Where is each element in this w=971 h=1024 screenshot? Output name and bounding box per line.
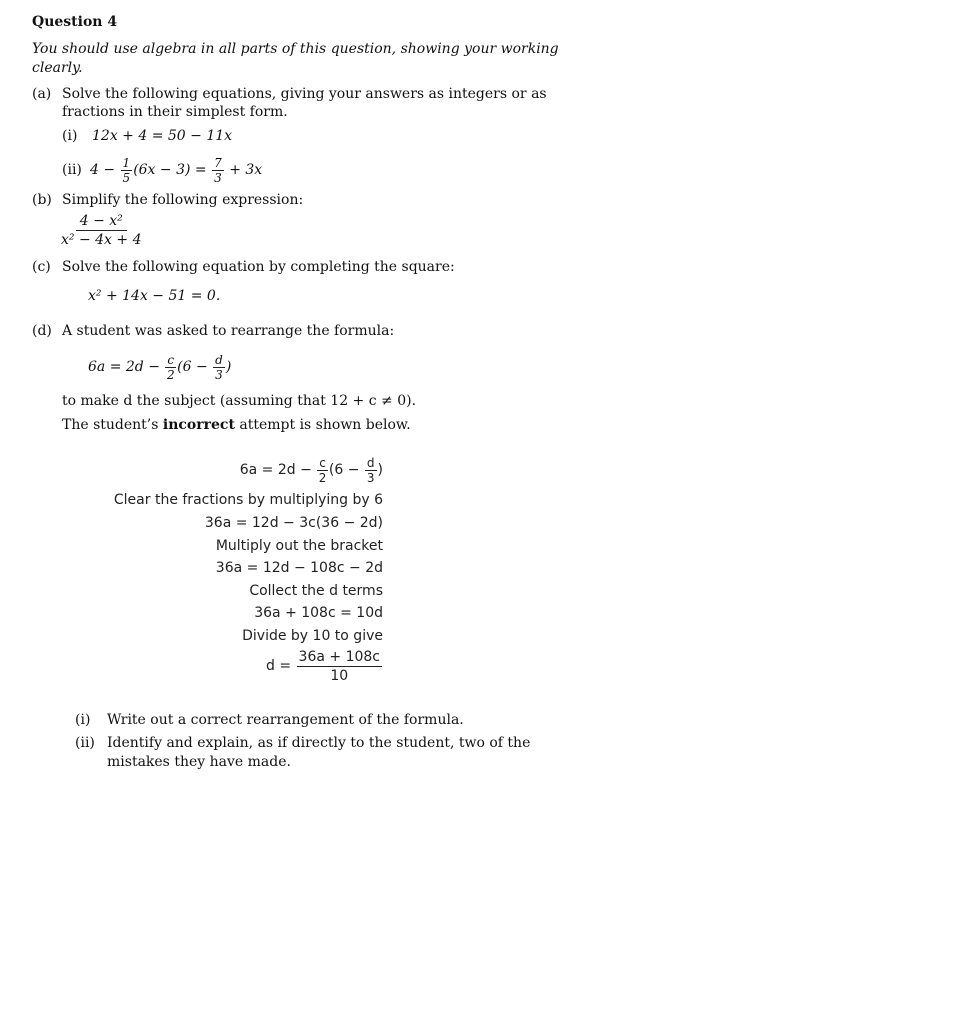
part-c-equation: x² + 14x − 51 = 0. xyxy=(88,288,221,304)
intro-line-1: You should use algebra in all parts of this question, showing your working xyxy=(32,41,559,57)
part-d-formula xyxy=(88,347,231,387)
numerator: 7 xyxy=(214,155,222,170)
eq-text: ) xyxy=(225,359,232,375)
working-line-6: Collect the d terms xyxy=(249,583,383,599)
part-d-label: (d) xyxy=(32,323,52,339)
fraction xyxy=(61,214,141,247)
denominator: 2 xyxy=(318,470,327,485)
working-line-8: Divide by 10 to give xyxy=(242,628,383,644)
numerator: 1 xyxy=(122,155,131,170)
part-d-subject-text: to make d the subject (assuming that 12 + c ≠ 0). xyxy=(62,393,417,409)
part-c-label: (c) xyxy=(32,259,51,275)
denominator: 3 xyxy=(214,170,222,185)
part-d-attempt-text xyxy=(62,416,411,434)
text: The student’s xyxy=(62,417,159,433)
part-d-text: A student was asked to rearrange the formula: xyxy=(62,323,395,339)
question-title: Question 4 xyxy=(32,14,118,30)
working-line-4: Multiply out the bracket xyxy=(215,538,383,554)
denominator: 2 xyxy=(166,367,175,382)
numerator: c xyxy=(319,455,326,470)
part-d-ii-text-1: Identify and explain, as if directly to the student, two of the xyxy=(107,735,531,751)
eq-text: 4 − xyxy=(90,162,116,178)
working-line-2: Clear the fractions by multiplying by 6 xyxy=(113,492,383,508)
numerator: c xyxy=(167,352,175,367)
eq-text: 6a = 2d − xyxy=(88,359,160,375)
working-line-3: 36a = 12d − 3c(36 − 2d) xyxy=(204,515,383,531)
eq-text: (6 − xyxy=(328,462,360,478)
emphasis: incorrect xyxy=(162,417,235,433)
part-d-ii-label: (ii) xyxy=(75,735,95,751)
intro-line-2: clearly. xyxy=(32,60,83,76)
part-b-expression xyxy=(60,214,142,247)
fraction xyxy=(213,353,225,382)
denominator: 3 xyxy=(215,367,223,382)
numerator: 4 − x² xyxy=(76,214,127,231)
part-d-ii-text-2: mistakes they have made. xyxy=(107,754,291,770)
fraction xyxy=(365,456,377,485)
denominator: x² − 4x + 4 xyxy=(61,232,142,248)
part-b-label: (b) xyxy=(32,192,52,208)
denominator: 5 xyxy=(122,170,131,185)
part-a-ii-label: (ii) xyxy=(62,162,82,178)
eq-text: ) xyxy=(377,462,383,478)
part-d-i-label: (i) xyxy=(75,712,91,728)
fraction xyxy=(317,456,328,485)
text: attempt is shown below. xyxy=(239,417,411,433)
eq-text: 6a = 2d − xyxy=(239,462,312,478)
numerator: d xyxy=(366,455,375,470)
part-a-text-1: Solve the following equations, giving your answers as integers or as xyxy=(62,86,547,102)
numerator: 36a + 108c xyxy=(298,648,380,665)
fraction xyxy=(121,156,133,185)
part-d-i-text: Write out a correct rearrangement of the formula. xyxy=(107,712,464,728)
numerator: d xyxy=(215,352,223,367)
part-a-label: (a) xyxy=(32,86,52,102)
part-c-text: Solve the following equation by completing the square: xyxy=(62,259,455,275)
fraction xyxy=(165,353,176,382)
eq-text: + 3x xyxy=(229,162,263,178)
eq-text: d = xyxy=(266,658,292,674)
fraction xyxy=(297,650,382,683)
working-line-5: 36a = 12d − 108c − 2d xyxy=(215,560,383,576)
working-line-1 xyxy=(240,452,383,488)
part-a-text-2: fractions in their simplest form. xyxy=(62,104,288,120)
denominator: 10 xyxy=(330,667,349,684)
part-b-text: Simplify the following expression: xyxy=(62,192,304,208)
part-a-i-label: (i) xyxy=(62,128,78,144)
denominator: 3 xyxy=(366,470,375,485)
part-a-i-equation: 12x + 4 = 50 − 11x xyxy=(92,128,233,144)
working-line-7: 36a + 108c = 10d xyxy=(254,605,383,621)
part-a-ii-equation xyxy=(90,150,262,190)
fraction xyxy=(212,156,224,185)
working-line-9 xyxy=(266,648,383,684)
eq-text: (6 − xyxy=(177,359,208,375)
eq-text: (6x − 3) = xyxy=(133,162,207,178)
